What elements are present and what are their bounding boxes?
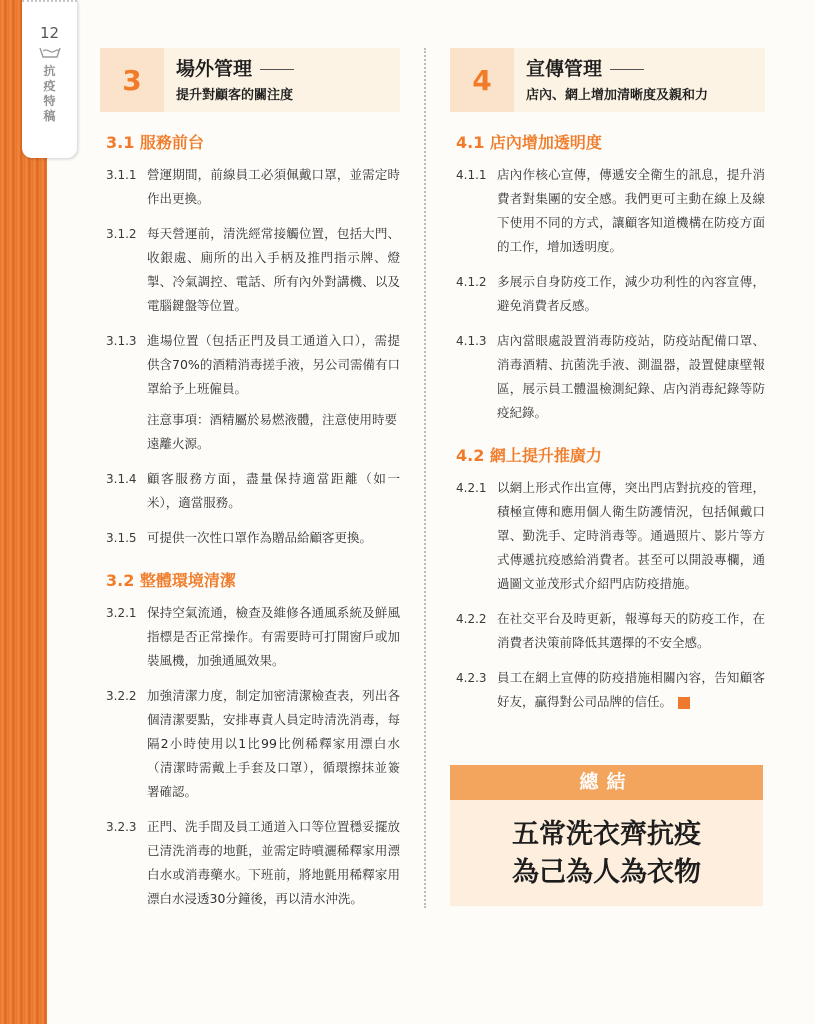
list-item (450, 163, 765, 259)
page-tab (22, 0, 77, 158)
page-section-tag: 抗疫特稿 (43, 64, 56, 123)
subsection-heading: 4.1 店內增加透明度 (456, 133, 602, 152)
item-number: 3.1.4 (106, 472, 137, 486)
item-number: 3.1.5 (106, 531, 137, 545)
section-subtitle: 店內、網上增加清晰度及親和力 (526, 88, 709, 103)
item-text: 進場位置（包括正門及員工通道入口），需提供含70%的酒精消毒搓手液，另公司需備有口罩給予上班僱員。 (147, 333, 400, 396)
item-text: 店內當眼處設置消毒防疫站，防疫站配備口罩、消毒酒精、抗菌洗手液、測溫器，設置健康壁報區，展示員工體溫檢測紀錄、店內消毒紀錄等防疫紀錄。 (497, 333, 765, 420)
item-text-body: 員工在網上宣傳的防疫措施相關內容，告知顧客好友，贏得對公司品牌的信任。 (497, 670, 765, 709)
list-item (100, 163, 400, 211)
section-4 (450, 48, 765, 725)
item-number: 3.2.1 (106, 606, 137, 620)
slogan-line-2: 為己為人為衣物 (512, 857, 701, 888)
item-number: 3.2.2 (106, 689, 137, 703)
list-item (450, 270, 765, 318)
section-title (526, 56, 708, 82)
list-item (100, 684, 400, 804)
section-number: 4 (450, 48, 514, 112)
title-dash (610, 69, 644, 70)
section-title-text: 場外管理 (176, 58, 253, 80)
section-title-text: 宣傳管理 (526, 58, 603, 80)
list-item (450, 607, 765, 655)
slogan-line-1: 五常洗衣齊抗疫 (512, 819, 701, 850)
end-square-icon (678, 697, 690, 709)
item-text: 可提供一次性口罩作為贈品給顧客更換。 (147, 530, 373, 545)
section-subtitle: 提升對顧客的關注度 (176, 88, 294, 103)
list-item (100, 222, 400, 318)
list-item (100, 467, 400, 515)
washtub-icon (39, 46, 61, 58)
subsection-heading: 3.2 整體環境清潔 (106, 571, 236, 590)
item-text: 以網上形式作出宣傳，突出門店對抗疫的管理，積極宣傳和應用個人衛生防護情況，包括佩戴口罩、勤洗手、定時消毒等。通過照片、影片等方式傳遞抗疫感給消費者。甚至可以開設專欄，通過圖文並茂形式介紹門店防疫措施。 (497, 480, 765, 591)
summary-box (450, 765, 763, 906)
subsection-heading: 3.1 服務前台 (106, 133, 204, 152)
item-number: 4.1.3 (456, 334, 487, 348)
item-text: 營運期間，前線員工必須佩戴口罩，並需定時作出更換。 (147, 167, 400, 206)
list-item (100, 526, 400, 550)
section-title (176, 56, 294, 82)
item-text: 加強清潔力度，制定加密清潔檢查表，列出各個清潔要點，安排專責人員定時清洗消毒，每隔2小時使用以1比99比例稀釋家用漂白水（清潔時需戴上手套及口罩），循環擦抹並簽署確認。 (147, 688, 400, 799)
summary-slogan (450, 800, 763, 892)
list-item (450, 476, 765, 596)
item-number: 3.1.1 (106, 168, 137, 182)
item-text (497, 666, 765, 714)
item-number: 3.1.2 (106, 227, 137, 241)
item-text: 多展示自身防疫工作，減少功利性的內容宣傳，避免消費者反感。 (497, 274, 765, 313)
item-number: 4.1.2 (456, 275, 487, 289)
item-number: 3.2.3 (106, 820, 137, 834)
list-item (100, 329, 400, 401)
list-item (100, 815, 400, 911)
item-text: 保持空氣流通，檢查及維修各通風系統及鮮風指標是否正常操作。有需要時可打開窗戶或加裝風機，加強通風效果。 (147, 605, 400, 668)
subsection-heading: 4.2 網上提升推廣力 (456, 446, 602, 465)
section-3 (100, 48, 400, 922)
item-text: 顧客服務方面，盡量保持適當距離（如一米），適當服務。 (147, 471, 400, 510)
item-number: 4.2.3 (456, 671, 487, 685)
item-text: 店內作核心宣傳，傳遞安全衛生的訊息，提升消費者對集團的安全感。我們更可主動在線上及線下使用不同的方式，讓顧客知道機構在防疫方面的工作，增加透明度。 (497, 167, 765, 254)
list-item (100, 601, 400, 673)
item-text: 每天營運前，清洗經常接觸位置，包括大門、收銀處、廁所的出入手柄及推門指示牌、燈掣、冷氣調控、電話、所有內外對講機、以及電腦鍵盤等位置。 (147, 226, 400, 313)
section-number: 3 (100, 48, 164, 112)
section-4-header (450, 48, 765, 112)
list-item (450, 329, 765, 425)
title-dash (260, 69, 294, 70)
column-divider (424, 48, 427, 908)
item-number: 4.2.1 (456, 481, 487, 495)
summary-heading: 總結 (450, 765, 763, 800)
list-item (450, 666, 765, 714)
item-number: 4.1.1 (456, 168, 487, 182)
item-number: 4.2.2 (456, 612, 487, 626)
page-number: 12 (39, 24, 60, 42)
item-text: 正門、洗手間及員工通道入口等位置穩妥擺放已清洗消毒的地氈，並需定時噴灑稀釋家用漂白水或消毒藥水。下班前，將地氈用稀釋家用漂白水浸透30分鐘後，再以清水沖洗。 (147, 819, 400, 906)
item-number: 3.1.3 (106, 334, 137, 348)
item-text: 在社交平台及時更新，報導每天的防疫工作，在消費者決策前降低其選擇的不安全感。 (497, 611, 765, 650)
section-3-header (100, 48, 400, 112)
caution-note: 注意事項：酒精屬於易燃液體，注意使用時要遠離火源。 (147, 412, 398, 451)
